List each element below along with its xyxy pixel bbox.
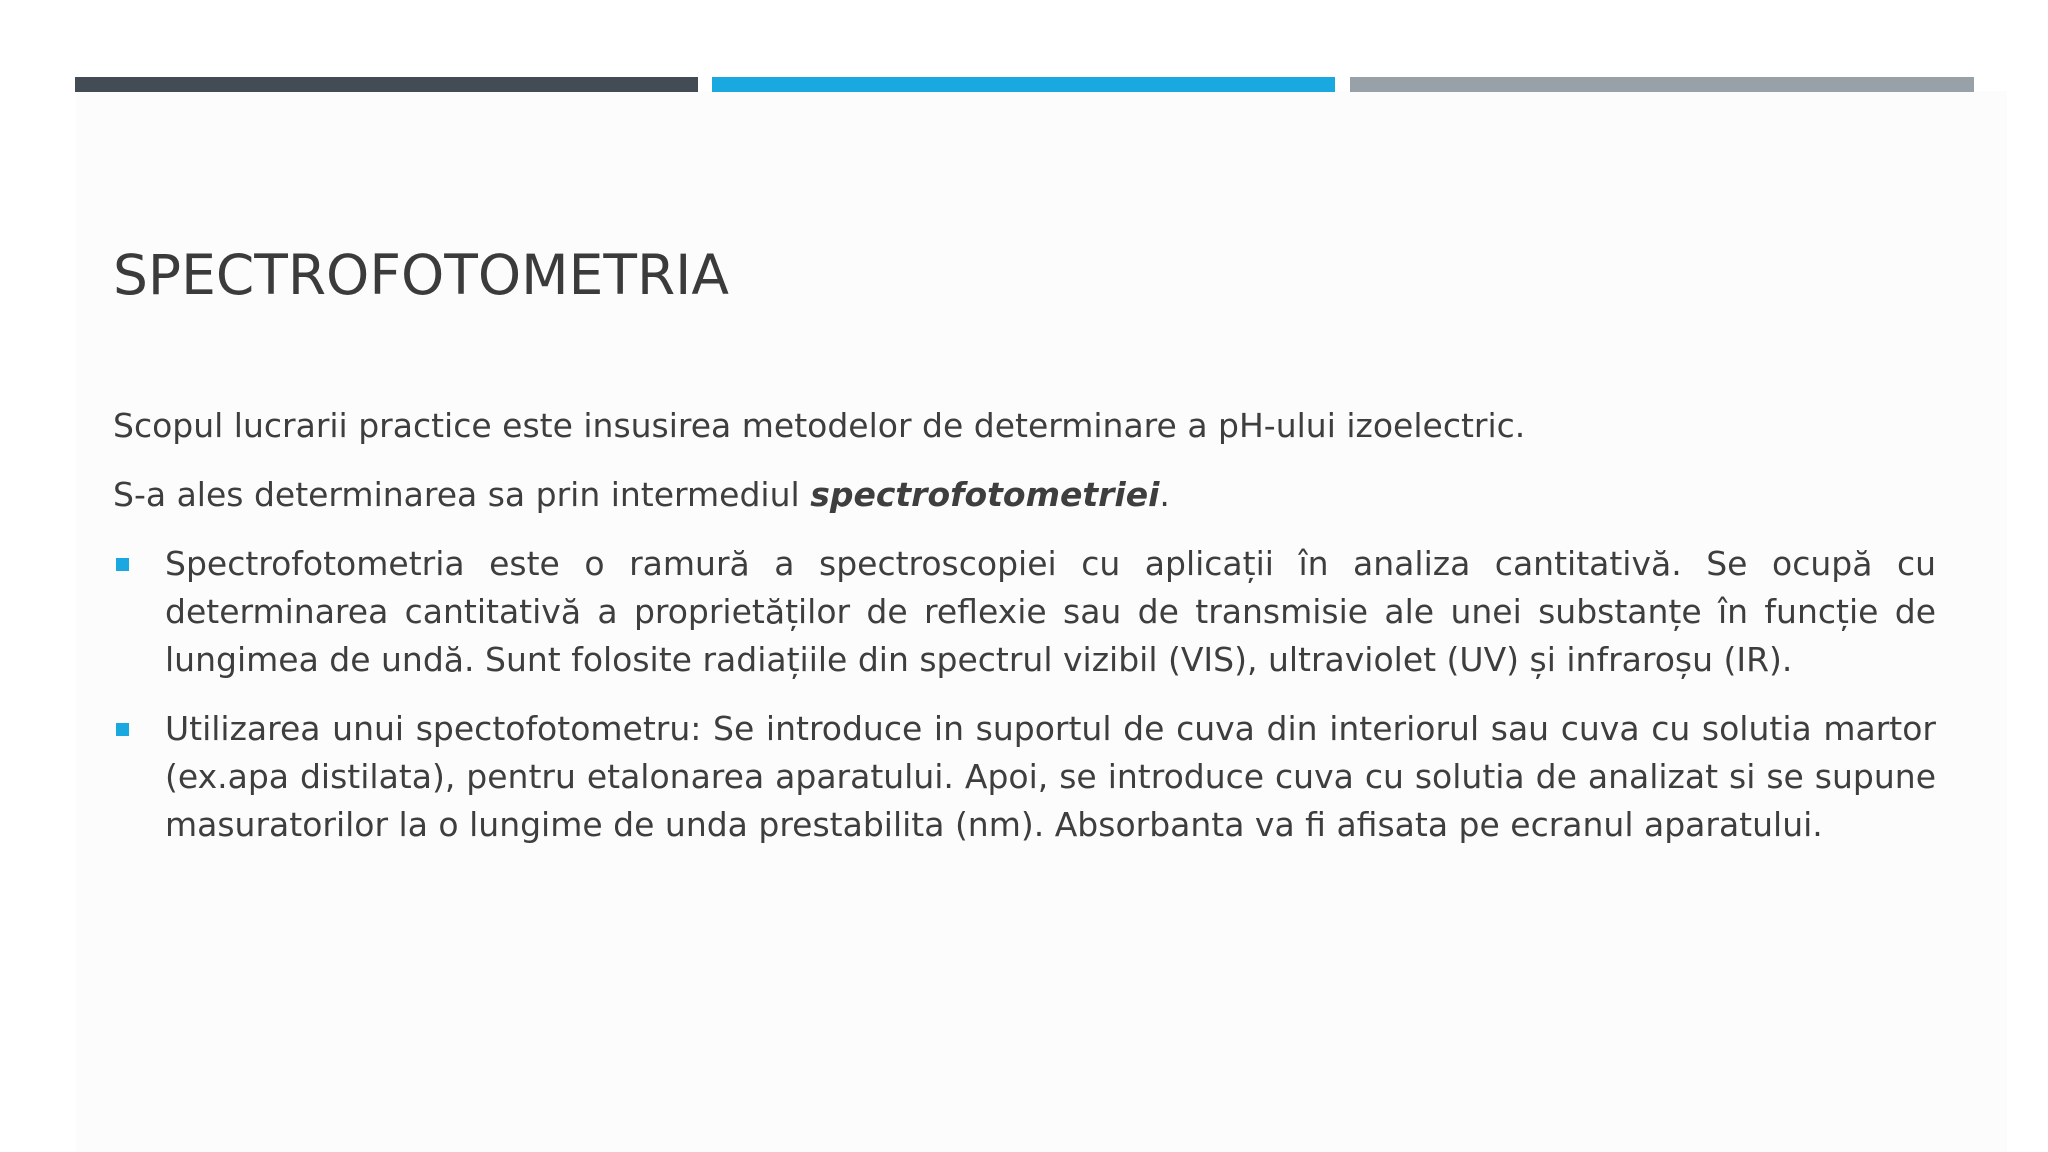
method-text-after: . [1159, 475, 1170, 514]
slide-title: SPECTROFOTOMETRIA [113, 243, 730, 307]
purpose-paragraph [113, 402, 1936, 450]
bullet-item-usage [113, 705, 1936, 849]
accent-bar-gray [1350, 77, 1974, 92]
method-text-before: S-a ales determinarea sa prin intermediul [113, 475, 811, 514]
method-paragraph [113, 471, 1936, 519]
square-bullet-icon [116, 723, 129, 736]
purpose-text: Scopul lucrarii practice este insusirea metodelor de determinare a pH-ului izoelectric. [113, 406, 1526, 445]
bullet-item-definition [113, 540, 1936, 684]
bullet-list [113, 540, 1936, 849]
bullet-text-usage: Utilizarea unui spectofotometru: Se introduce in suportul de cuva din interiorul sau cuva cu solutia martor (ex.apa distilata), pentru etalonarea aparatului. Apoi, se introduce cuva cu solutia de analizat si se supune masuratorilor la o lungime de unda prestabilita (nm). Absorbanta va fi afisata pe ecranul aparatului. [165, 709, 1936, 844]
accent-bar-dark [75, 77, 698, 92]
square-bullet-icon [116, 558, 129, 571]
accent-bar-blue [712, 77, 1335, 92]
bullet-text-definition: Spectrofotometria este o ramură a spectroscopiei cu aplicații în analiza cantitativă. Se ocupă cu determinarea cantitativă a proprietăților de reflexie sau de transmisie ale unei substanțe în funcție de lungimea de undă. Sunt folosite radiațiile din spectrul vizibil (VIS), ultraviolet (UV) și infraroșu (IR). [165, 544, 1936, 679]
slide-content [113, 402, 1936, 870]
method-emphasis: spectrofotometriei [810, 475, 1160, 514]
